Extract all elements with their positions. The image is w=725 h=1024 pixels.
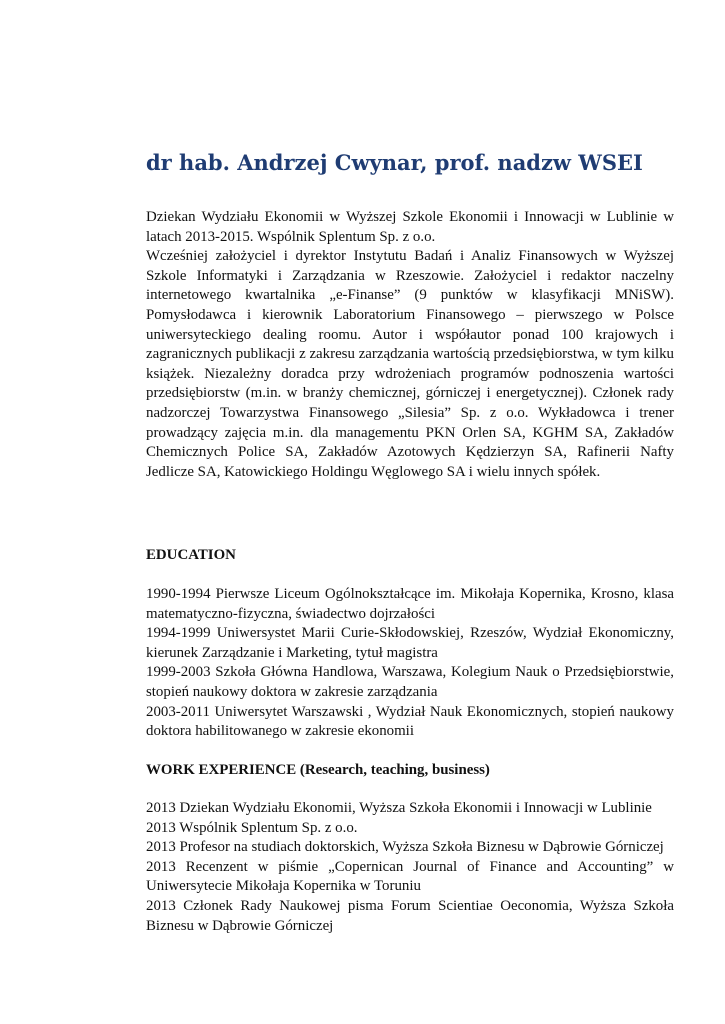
education-entry: 1994-1999 Uniwersystet Marii Curie-Skłodowskiej, Rzeszów, Wydział Ekonomiczny, kierunek Zarządzanie i Marketing, tytuł magistra — [146, 625, 674, 661]
bio-paragraph: Wcześniej założyciel i dyrektor Instytutu Badań i Analiz Finansowych w Wyższej Szkole Informatyki i Zarządzania w Rzeszowie. Założyciel i redaktor naczelny internetowego kwartalnika „e-Finanse” (9 punktów w klasyfikacji MNiSW). Pomysłodawca i kierownik Laboratorium Finansowego – pierwszego w Polsce uniwersyteckiego dealing roomu. Autor i współautor ponad 100 krajowych i zagranicznych publikacji z zakresu zarządzania wartością przedsiębiorstwa, w tym kilku książek. Niezależny doradca przy wdrożeniach programów podnoszenia wartości przedsiębiorstw (m.in. w branży chemicznej, górniczej i energetycznej). Członek rady nadzorczej Towarzystwa Finansowego „Silesia” Sp. z o.o. Wykładowca i trener prowadzący zajęcia m.in. dla managementu PKN Orlen SA, KGHM SA, Zakładów Chemicznych Police SA, Zakładów Azotowych Kędzierzyn SA, Rafinerii Nafty Jedlicze SA, Katowickiego Holdingu Węglowego SA i wielu innych spółek. — [146, 248, 674, 480]
work-entry: 2013 Wspólnik Splentum Sp. z o.o. — [146, 819, 358, 836]
education-entry: 1999-2003 Szkoła Główna Handlowa, Warszawa, Kolegium Nauk o Przedsiębiorstwie, stopień naukowy doktora w zakresie zarządzania — [146, 664, 674, 700]
education-list — [146, 585, 674, 742]
work-experience-list — [146, 799, 674, 936]
work-entry: 2013 Członek Rady Naukowej pisma Forum Scientiae Oeconomia, Wyższa Szkoła Biznesu w Dąbrowie Górniczej — [146, 897, 674, 934]
bio-paragraph: Dziekan Wydziału Ekonomii w Wyższej Szkole Ekonomii i Innowacji w Lublinie w latach 2013-2015. Wspólnik Splentum Sp. z o.o. — [146, 209, 674, 245]
work-entry: 2013 Recenzent w piśmie „Copernican Journal of Finance and Accounting” w Uniwersytecie Mikołaja Kopernika w Toruniu — [146, 858, 674, 895]
page-title: dr hab. Andrzej Cwynar, prof. nadzw WSEI — [146, 150, 643, 175]
education-entry: 1990-1994 Pierwsze Liceum Ogólnokształcące im. Mikołaja Kopernika, Krosno, klasa matematyczno-fizyczna, świadectwo dojrzałości — [146, 586, 674, 622]
education-entry: 2003-2011 Uniwersytet Warszawski , Wydział Nauk Ekonomicznych, stopień naukowy doktora habilitowanego w zakresie ekonomii — [146, 703, 674, 740]
work-entry: 2013 Dziekan Wydziału Ekonomii, Wyższa Szkoła Ekonomii i Innowacji w Lublinie — [146, 800, 652, 816]
work-entry: 2013 Profesor na studiach doktorskich, Wyższa Szkoła Biznesu w Dąbrowie Górniczej — [146, 839, 664, 856]
education-heading: EDUCATION — [146, 547, 236, 563]
bio-section — [146, 208, 674, 482]
work-experience-heading: WORK EXPERIENCE (Research, teaching, business) — [146, 762, 490, 778]
